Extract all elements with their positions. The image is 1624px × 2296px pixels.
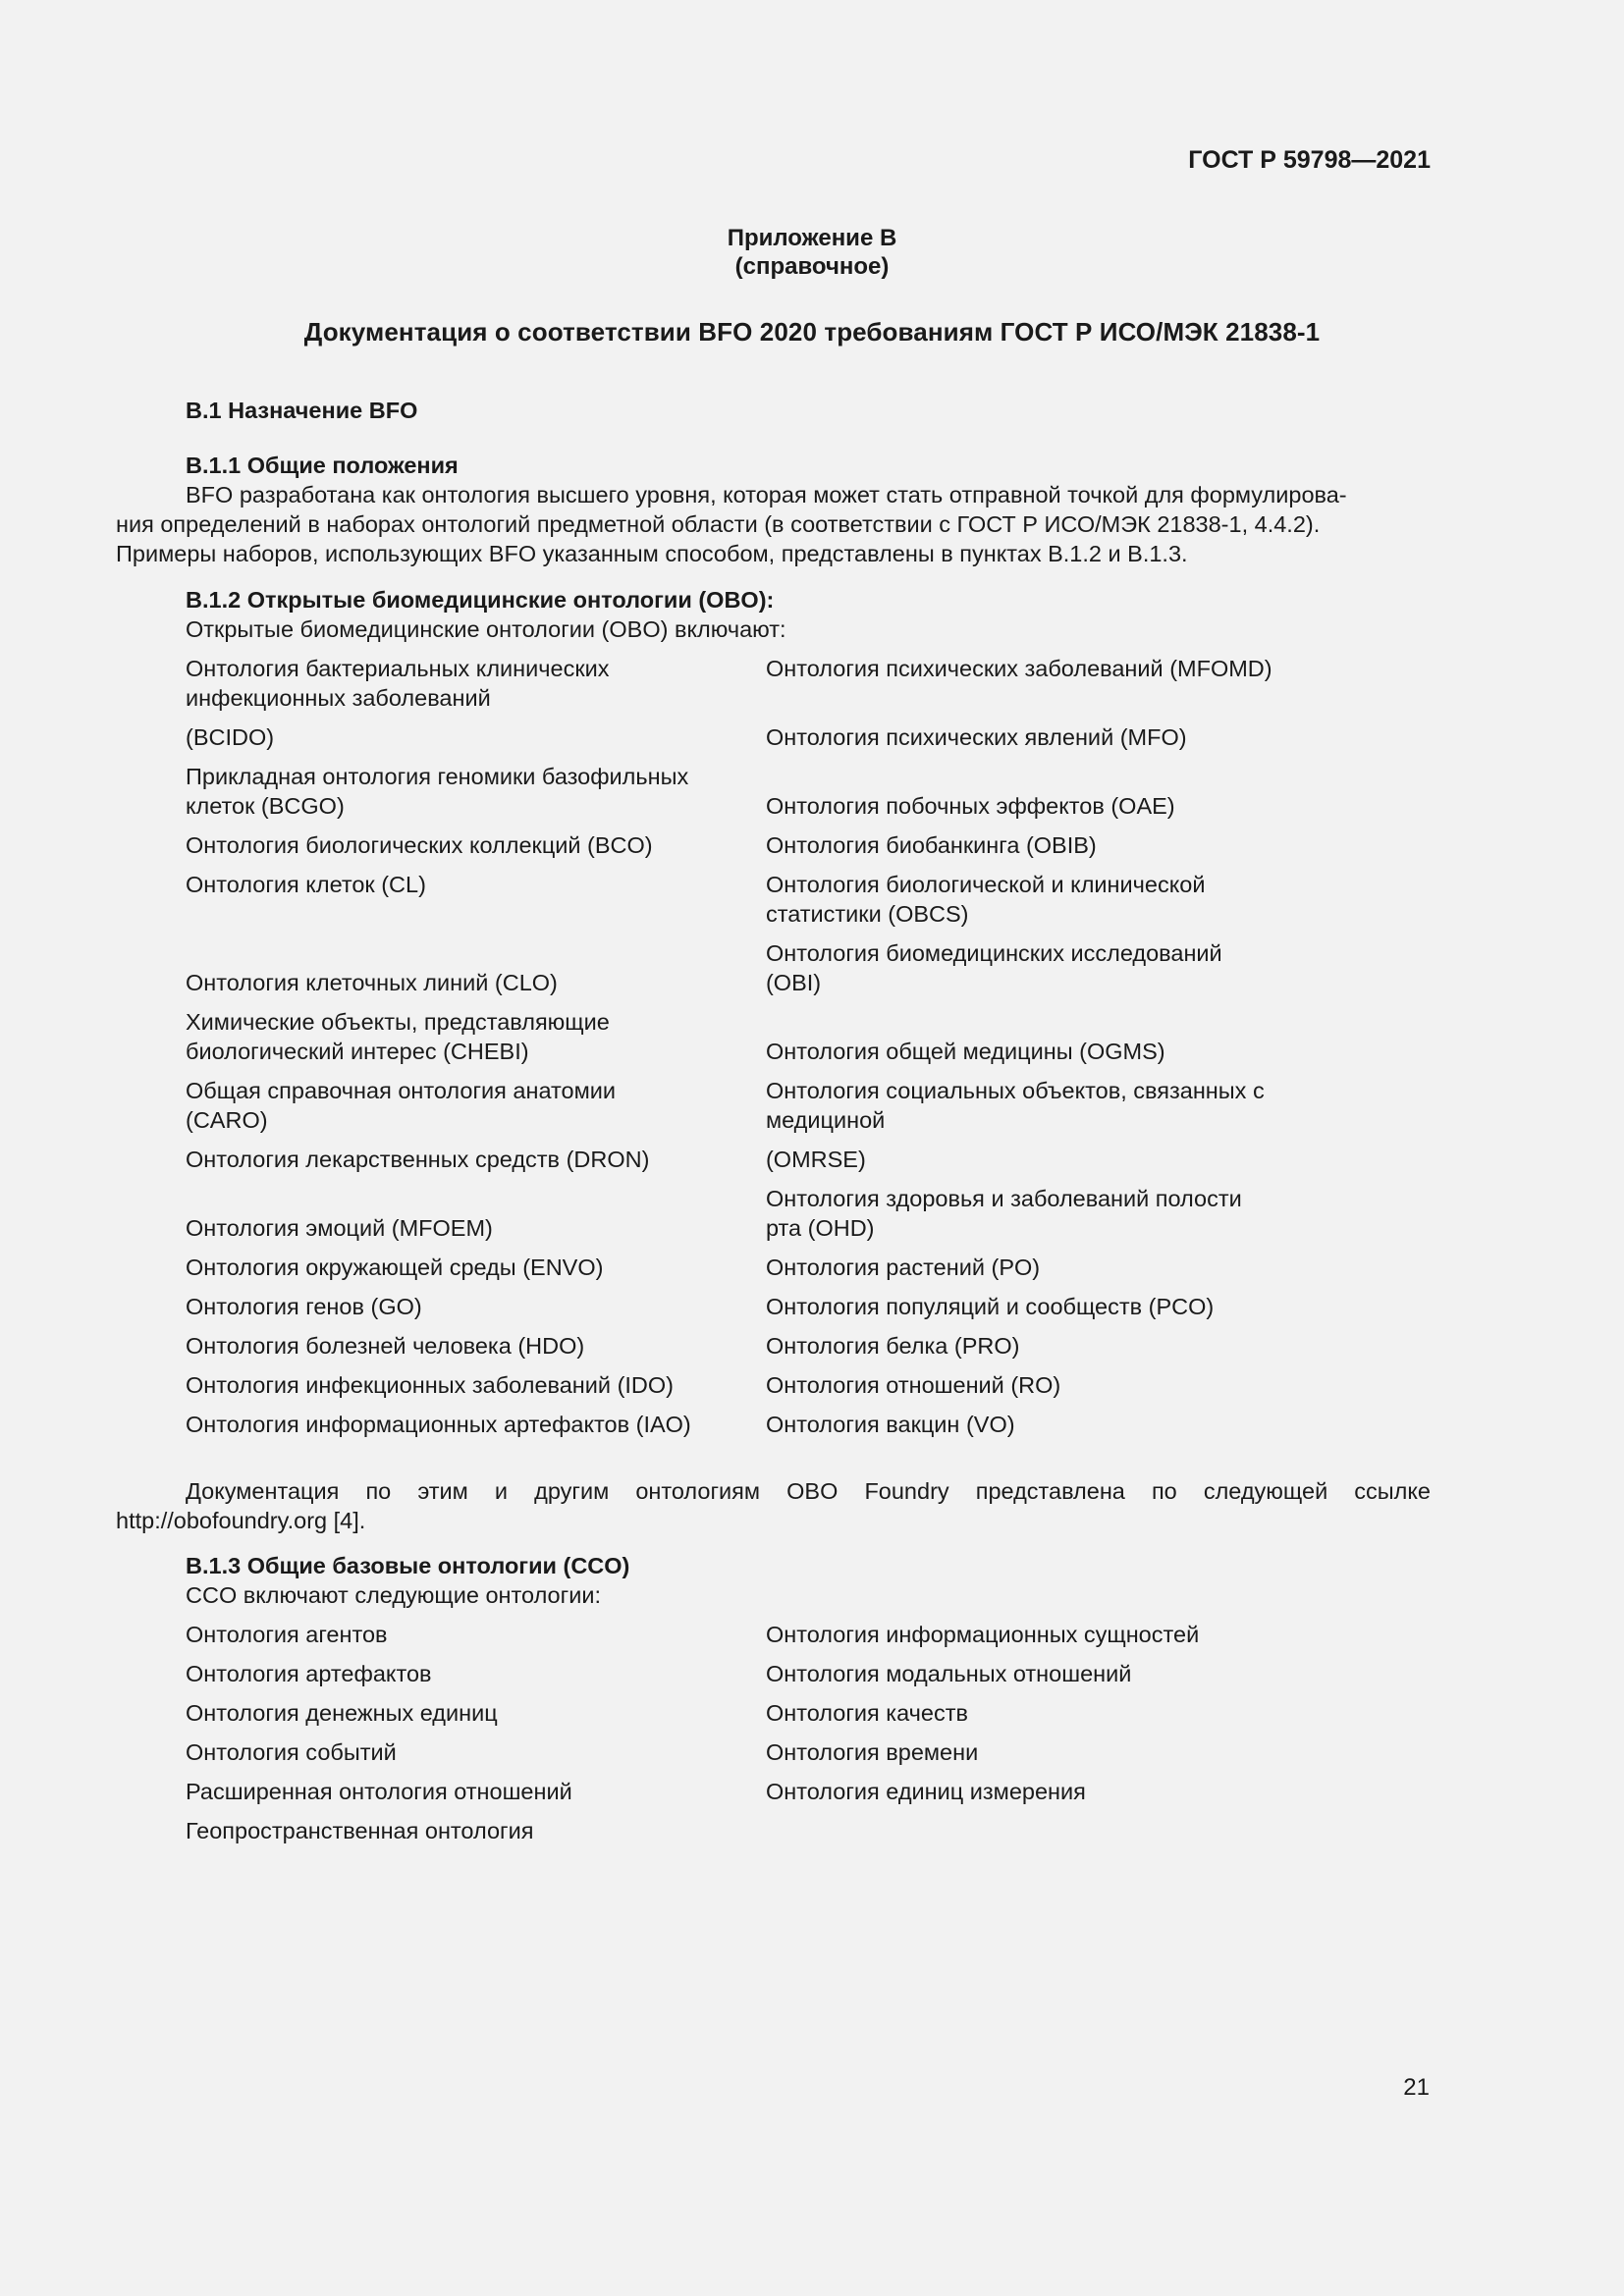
appendix-header bbox=[0, 224, 1624, 281]
list-row bbox=[186, 1816, 1315, 1855]
list-item-right bbox=[766, 870, 1315, 938]
list-item-left: Онтология лекарственных средств (DRON) bbox=[186, 1147, 650, 1172]
list-item-left: Онтология генов (GO) bbox=[186, 1294, 422, 1319]
appendix-title: Приложение В bbox=[727, 225, 897, 251]
list-item-right: Онтология качеств bbox=[765, 1700, 968, 1726]
paragraph-line: Примеры наборов, использующих BFO указанным способом, представлены в пунктах В.1.2 и В.1.3. bbox=[116, 541, 1188, 566]
section-b12-intro: Открытые биомедицинские онтологии (OBO) включают: bbox=[186, 616, 786, 642]
section-b11-paragraph bbox=[116, 480, 1431, 568]
list-item-line: (CARO) bbox=[186, 1107, 268, 1133]
list-row bbox=[186, 654, 1315, 722]
list-item-line: инфекционных заболеваний bbox=[186, 685, 491, 711]
list-item-line: медициной bbox=[765, 1107, 886, 1133]
section-b13-intro: CCO включают следующие онтологии: bbox=[186, 1582, 601, 1608]
paragraph-line: ния определений в наборах онтологий предметной области (в соответствии с ГОСТ Р ИСО/МЭК 21838-1, 4.4.2). bbox=[116, 511, 1321, 537]
list-item-right: Онтология белка (PRO) bbox=[765, 1333, 1020, 1359]
list-row bbox=[186, 1777, 1315, 1816]
document-title: Документация о соответствии BFO 2020 требованиям ГОСТ Р ИСО/МЭК 21838-1 bbox=[303, 317, 1321, 347]
list-item-right: Онтология биобанкинга (OBIB) bbox=[765, 832, 1097, 858]
list-item-right: Онтология вакцин (VO) bbox=[765, 1412, 1015, 1437]
list-item-line: (OBI) bbox=[765, 970, 822, 995]
list-row bbox=[186, 722, 1315, 762]
cco-ontology-list bbox=[186, 1620, 1315, 1855]
standard-number: ГОСТ Р 59798—2021 bbox=[1188, 146, 1431, 174]
list-item-right bbox=[766, 938, 1315, 1007]
section-b11-heading: В.1.1 Общие положения bbox=[186, 453, 459, 478]
list-item-right bbox=[766, 1184, 1315, 1253]
list-row bbox=[186, 830, 1315, 870]
list-item-left bbox=[186, 654, 766, 722]
list-item-line: Общая справочная онтология анатомии bbox=[186, 1078, 617, 1103]
list-row bbox=[186, 870, 1315, 938]
list-item-line: клеток (BCGO) bbox=[186, 793, 345, 819]
list-item-right: Онтология психических заболеваний (MFOMD) bbox=[765, 656, 1272, 681]
list-item-left bbox=[186, 1076, 766, 1145]
list-item-right: Онтология растений (PO) bbox=[765, 1255, 1041, 1280]
appendix-subtitle: (справочное) bbox=[734, 253, 890, 280]
paragraph-line: Документация по этим и другим онтологиям OBO Foundry представлена по следующей ссылке bbox=[186, 1478, 1431, 1504]
list-item-right: Онтология общей медицины (OGMS) bbox=[765, 1039, 1165, 1064]
list-item-left: Онтология событий bbox=[186, 1739, 397, 1765]
list-item-line: Химические объекты, представляющие bbox=[186, 1009, 610, 1035]
list-item-line: Онтология биологической и клинической bbox=[765, 872, 1206, 897]
list-item-left: Онтология биологических коллекций (BCO) bbox=[186, 832, 653, 858]
list-item-right: Онтология времени bbox=[765, 1739, 979, 1765]
list-row bbox=[186, 1737, 1315, 1777]
list-item-left: Онтология денежных единиц bbox=[186, 1700, 498, 1726]
list-row bbox=[186, 1659, 1315, 1698]
list-item-line: Прикладная онтология геномики базофильных bbox=[186, 764, 689, 789]
list-item-line: Онтология биомедицинских исследований bbox=[765, 940, 1222, 966]
list-item-right bbox=[766, 1076, 1315, 1145]
list-item-line: Онтология социальных объектов, связанных с bbox=[765, 1078, 1265, 1103]
list-row bbox=[186, 1145, 1315, 1184]
section-b1-heading: В.1 Назначение BFO bbox=[186, 398, 418, 423]
list-item-right: (OMRSE) bbox=[765, 1147, 866, 1172]
list-item-right: Онтология психических явлений (MFO) bbox=[765, 724, 1187, 750]
list-item-right: Онтология информационных сущностей bbox=[765, 1622, 1200, 1647]
list-item-left: Расширенная онтология отношений bbox=[186, 1779, 572, 1804]
page-number: 21 bbox=[1403, 2074, 1430, 2101]
list-row bbox=[186, 762, 1315, 830]
list-item-left: Онтология болезней человека (HDO) bbox=[186, 1333, 585, 1359]
list-row bbox=[186, 1007, 1315, 1076]
obo-documentation-paragraph bbox=[116, 1476, 1431, 1535]
list-row bbox=[186, 1410, 1315, 1449]
list-row bbox=[186, 1292, 1315, 1331]
paragraph-line: BFO разработана как онтология высшего уровня, которая может стать отправной точкой для формулирова- bbox=[186, 482, 1347, 507]
list-item-left: (BCIDO) bbox=[186, 724, 275, 750]
list-row bbox=[186, 1698, 1315, 1737]
list-item-line: Онтология здоровья и заболеваний полости bbox=[765, 1186, 1242, 1211]
list-item-right-empty bbox=[766, 1816, 1315, 1855]
section-b12-heading: В.1.2 Открытые биомедицинские онтологии (OBO): bbox=[186, 587, 775, 613]
list-item-right: Онтология побочных эффектов (OAE) bbox=[765, 793, 1175, 819]
list-row bbox=[186, 1076, 1315, 1145]
list-item-line: статистики (OBCS) bbox=[765, 901, 969, 927]
list-item-left: Онтология артефактов bbox=[186, 1661, 432, 1686]
list-item-left: Онтология агентов bbox=[186, 1622, 388, 1647]
section-b13-heading: В.1.3 Общие базовые онтологии (CCO) bbox=[186, 1553, 630, 1578]
list-item-left bbox=[186, 762, 766, 830]
list-row bbox=[186, 1331, 1315, 1370]
list-row bbox=[186, 1253, 1315, 1292]
list-row bbox=[186, 1184, 1315, 1253]
list-item-right: Онтология отношений (RO) bbox=[765, 1372, 1061, 1398]
list-item-line: Онтология бактериальных клинических bbox=[186, 656, 610, 681]
list-item-left: Онтология клеточных линий (CLO) bbox=[186, 970, 558, 995]
obo-ontology-list bbox=[186, 654, 1315, 1449]
list-item-left: Онтология клеток (CL) bbox=[186, 872, 426, 897]
paragraph-line: http://obofoundry.org [4]. bbox=[116, 1508, 366, 1533]
list-item-left bbox=[186, 1007, 766, 1076]
list-item-left: Онтология окружающей среды (ENVO) bbox=[186, 1255, 604, 1280]
list-item-right: Онтология популяций и сообществ (PCO) bbox=[765, 1294, 1215, 1319]
list-row bbox=[186, 938, 1315, 1007]
list-item-left: Онтология эмоций (MFOEM) bbox=[186, 1215, 493, 1241]
list-item-left: Онтология информационных артефактов (IAO) bbox=[186, 1412, 691, 1437]
list-item-right: Онтология единиц измерения bbox=[765, 1779, 1086, 1804]
list-item-left: Геопространственная онтология bbox=[186, 1818, 534, 1843]
list-row bbox=[186, 1620, 1315, 1659]
list-item-line: биологический интерес (CHEBI) bbox=[186, 1039, 529, 1064]
list-row bbox=[186, 1370, 1315, 1410]
list-item-line: рта (OHD) bbox=[765, 1215, 875, 1241]
list-item-right: Онтология модальных отношений bbox=[765, 1661, 1132, 1686]
list-item-left: Онтология инфекционных заболеваний (IDO) bbox=[186, 1372, 674, 1398]
